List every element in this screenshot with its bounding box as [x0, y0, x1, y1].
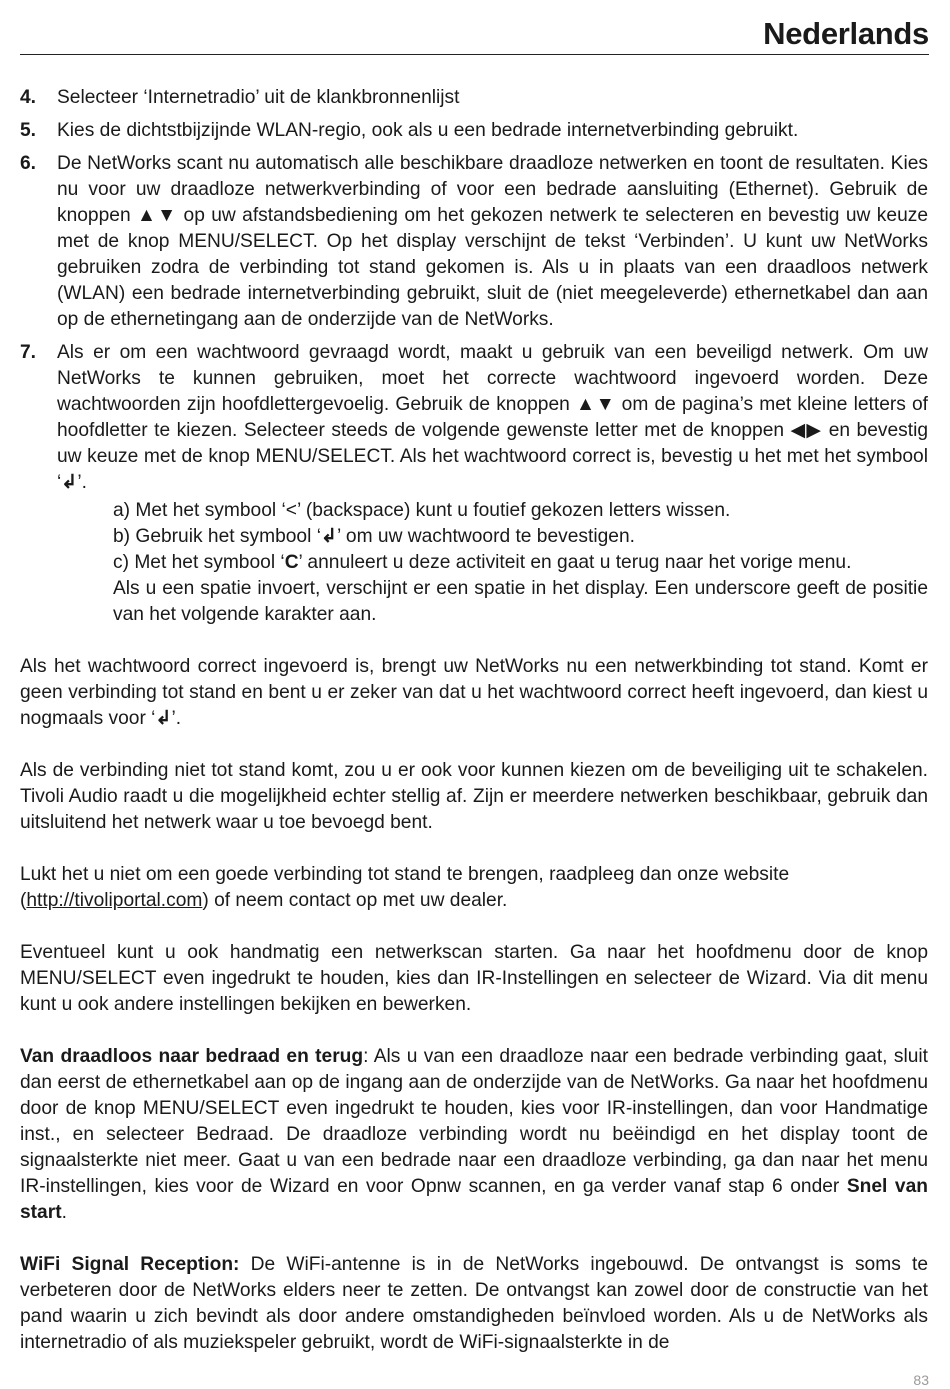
- paragraph-text-part: : Als u van een draadloze naar een bedrade verbinding gaat, sluit dan eerst de ethernetkabel aan op de ingang aan de onderzijde van de NetWorks. Ga naar het hoofdmenu door de knop MENU/SELECT even ingedrukt te houden, kies voor IR-instellingen, dan voor Handmatige inst., en selecteer Bedraad. De draadloze verbinding wordt nu beëindigd en het display toont de signaalsterkte niet meer. Gaat u van een bedrade naar een draadloze verbinding, ga dan naar het menu IR-instellingen, kies voor de Wizard en voor Opnw scannen, en ga verder vanaf stap 6 onder: [20, 1046, 928, 1197]
- paragraph-heading: WiFi Signal Reception:: [20, 1254, 240, 1275]
- paragraph-wired-wireless: [20, 1044, 928, 1226]
- spacer: [20, 836, 928, 862]
- step-7: [20, 340, 928, 496]
- paragraph-text-part: De WiFi-antenne is in de NetWorks ingebouwd. De ontvangst is soms te verbeteren door de NetWorks elders neer te zetten. De ontvangst kan zowel door de constructie van het pand waarin u zich bevindt als door andere omstandigheden beïnvloed worden. Als u de NetWorks als internetradio of als muziekspeler gebruikt, wordt de WiFi-signaalsterkte in de: [20, 1254, 928, 1353]
- step-text-part: ’.: [77, 472, 87, 493]
- substep-a: a) Met het symbool ‘<’ (backspace) kunt u foutief gekozen letters wissen.: [113, 500, 731, 521]
- paragraph-security: Als de verbinding niet tot stand komt, zou u er ook voor kunnen kiezen om de beveiliging uit te schakelen. Tivoli Audio raadt u die mogelijkheid echter stellig af. Zijn er meerdere netwerken beschikbaar, gebruik dan uitsluitend het netwerk waar u toe bevoegd bent.: [20, 760, 928, 833]
- spacer: [20, 1018, 928, 1044]
- website-link[interactable]: http://tivoliportal.com: [26, 890, 203, 911]
- step-text: [57, 340, 928, 496]
- paragraph-text-part: ) of neem contact op met uw dealer.: [202, 890, 508, 911]
- step-number: 6.: [20, 153, 37, 174]
- paragraph-text-part: Als het wachtwoord correct ingevoerd is, brengt uw NetWorks nu een netwerkbinding tot stand. Komt er geen verbinding tot stand en bent u er zeker van dat u het wachtwoord correct heeft ingevoerd, dan kiest u nogmaals voor ‘: [20, 656, 928, 729]
- step-number: 7.: [20, 342, 37, 363]
- paragraph-website: [20, 862, 928, 914]
- substep-text-part: c) Met het symbool ‘: [113, 552, 285, 573]
- paragraph-manual-scan: Eventueel kunt u ook handmatig een netwerkscan starten. Ga naar het hoofdmenu door de knop MENU/SELECT even ingedrukt te houden, kies dan IR-Instellingen en selecteer de Wizard. Via dit menu kunt u ook andere instellingen bekijken en bewerken.: [20, 942, 928, 1015]
- paragraph-text-part: (: [20, 890, 27, 911]
- step-6: [20, 151, 928, 333]
- step-text: Kies de dichtstbijzijnde WLAN-regio, ook als u een bedrade internetverbinding gebruikt.: [57, 120, 799, 141]
- quick-start-reference: Snel van start: [20, 1176, 928, 1223]
- step-text: Selecteer ‘Internetradio’ uit de klankbronnenlijst: [57, 87, 460, 108]
- language-title: Nederlands: [763, 16, 929, 51]
- substep-b: [113, 524, 928, 550]
- page-content: [20, 85, 928, 1356]
- spacer: [20, 732, 928, 758]
- step-5: [20, 118, 928, 144]
- page-number: 83: [913, 1372, 929, 1388]
- paragraph-wifi-reception: [20, 1252, 928, 1356]
- page-header: [20, 14, 929, 55]
- paragraph-text-part: Lukt het u niet om een goede verbinding tot stand te brengen, raadpleeg dan onze website: [20, 864, 790, 885]
- substep-text-part: ’ annuleert u deze activiteit en gaat u terug naar het vorige menu.: [298, 552, 852, 573]
- substeps: [20, 498, 928, 628]
- step-text-part: Als er om een wachtwoord gevraagd wordt, maakt u gebruik van een beveiligd netwerk. Om uw NetWorks te kunnen gebruiken, moet het correcte wachtwoord ingevoerd worden. Deze wachtwoorden zijn hoofdlettergevoelig. Gebruik de knoppen ▲▼ om de pagina’s met kleine letters of hoofdletter te kiezen. Selecteer steeds de volgende gewenste letter met de knoppen ◀▶ en bevestig uw keuze met de knop MENU/SELECT. Als het wachtwoord correct is, bevestig u het met het symbool ‘: [57, 342, 928, 493]
- paragraph-heading: Van draadloos naar bedraad en terug: [20, 1046, 364, 1067]
- enter-symbol-icon: ↲: [320, 526, 338, 547]
- step-4: [20, 85, 928, 111]
- step-number: 4.: [20, 87, 37, 108]
- enter-symbol-icon: ↲: [61, 472, 78, 493]
- spacer: [20, 628, 928, 654]
- paragraph-text-part: .: [61, 1202, 67, 1223]
- substep-space-note: Als u een spatie invoert, verschijnt er een spatie in het display. Een underscore geeft de positie van het volgende karakter aan.: [113, 578, 928, 625]
- spacer: [20, 1226, 928, 1252]
- substep-text-part: b) Gebruik het symbool ‘: [113, 526, 321, 547]
- cancel-symbol: C: [284, 552, 299, 573]
- spacer: [20, 914, 928, 940]
- substep-c: [113, 550, 928, 576]
- paragraph-text-part: ’.: [171, 708, 182, 729]
- enter-symbol-icon: ↲: [155, 708, 172, 729]
- step-number: 5.: [20, 120, 37, 141]
- substep-text-part: ’ om uw wachtwoord te bevestigen.: [337, 526, 635, 547]
- step-text: De NetWorks scant nu automatisch alle beschikbare draadloze netwerken en toont de resultaten. Kies nu voor uw draadloze netwerkverbinding of voor een bedrade aansluiting (Ethernet). Gebruik de knoppen ▲▼ op uw afstandsbediening om het gekozen netwerk te selecteren en bevestig uw keuze met de knop MENU/SELECT. Op het display verschijnt de tekst ‘Verbinden’. U kunt uw NetWorks gebruiken zodra de verbinding tot stand gekomen is. Als u in plaats van een draadloos netwerk (WLAN) een bedrade internetverbinding gebruikt, sluit de (niet meegeleverde) ethernetkabel dan aan op de ethernetingang aan de onderzijde van de NetWorks.: [57, 153, 928, 330]
- paragraph-password-correct: [20, 654, 928, 732]
